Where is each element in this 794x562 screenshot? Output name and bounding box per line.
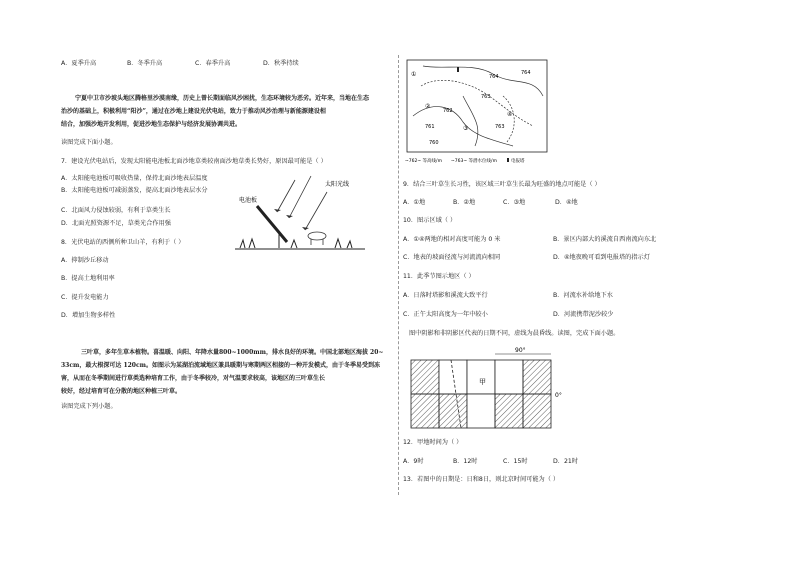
goat-icon	[308, 232, 326, 240]
q9-option-a[interactable]: A．①地	[403, 199, 426, 206]
question-8: 8．光伏电站的西侧所种卫山羊，有利于（ ）	[61, 239, 185, 246]
passage-2-line: 三叶草，多年生草本植物。喜温暖、向阳、年降水量800~1000mm，排水良好的环境。中国北部地区海拔 20~	[81, 349, 384, 356]
q6-option-a[interactable]: A．夏季升高	[61, 60, 97, 67]
grass-icon	[240, 239, 352, 248]
legend-water-table: ~763~ 等潜水位线/m	[451, 159, 497, 164]
solar-panel-figure	[235, 172, 375, 254]
q7-option-c[interactable]: C．北面风力侵蚀较弱，有利于草类生长	[61, 207, 171, 214]
sun-ray	[289, 176, 311, 218]
sun-ray	[277, 180, 295, 212]
passage-2-line: 较好，经过培育可在分散的地区种植三叶草。	[61, 388, 182, 395]
q8-option-d[interactable]: D．增加生物多样性	[61, 312, 116, 319]
shaded-cell	[495, 394, 523, 428]
grid-cell	[495, 360, 523, 394]
contour-label: 763	[481, 94, 491, 100]
q10-option-c[interactable]: C．地表的坡面径流与河流流向相同	[403, 254, 501, 261]
sun-ray	[305, 192, 327, 230]
passage-2-line: 害，从而在冬季期间进行草类选种培育工作，由于冬季较冷，对气温要求较高，该地区的三叶草生长	[61, 375, 326, 382]
question-9: 9．结合三叶草生长习性，该区域三叶草生长最为旺盛的地点可能是（ ）	[403, 181, 601, 188]
q9-option-b[interactable]: B．②地	[453, 199, 476, 206]
tower-icon	[457, 67, 459, 72]
grid-cell	[467, 360, 495, 394]
contour-label: 762	[443, 108, 453, 114]
contour-label: 763	[495, 124, 505, 130]
shaded-cell	[523, 394, 551, 428]
q12-option-c[interactable]: C．15时	[503, 458, 528, 465]
shaded-cell	[411, 360, 439, 394]
site-1: ①	[411, 71, 417, 78]
sunlight-label: 太阳光线	[325, 181, 350, 188]
contour-label: 764	[521, 70, 531, 76]
q10-option-b[interactable]: B．景区内部大的溪流自西南流向东北	[553, 236, 657, 243]
passage-1	[61, 92, 391, 131]
q10-option-a[interactable]: A．①④两地的相对高度可能为 0 米	[403, 236, 501, 243]
grid-cell	[467, 394, 495, 428]
arrow-icon	[274, 209, 281, 212]
site-3: ③	[463, 125, 469, 132]
q11-option-a[interactable]: A．日落时塔影和溪流大致平行	[403, 292, 488, 299]
q11-option-b[interactable]: B．河流水补给地下水	[553, 292, 613, 299]
site-4: ④	[507, 111, 513, 118]
panel-label: 电池板	[239, 197, 258, 204]
q12-option-a[interactable]: A．9时	[403, 458, 424, 465]
longitude-label: 90°	[515, 347, 526, 354]
equator-label: 0°	[555, 392, 562, 399]
solar-panel	[257, 206, 287, 242]
question-12: 12．甲地时间为（ ）	[403, 439, 463, 446]
point-jia-label: 甲	[479, 378, 486, 386]
passage-3: 图中阴影和非阴影区代表的日期不同，虚线为晨昏线。读图，完成下面小题。	[409, 330, 620, 337]
q11-option-c[interactable]: C．正午太阳高度为一年中较小	[403, 311, 488, 318]
q6-option-b[interactable]: B．冬季升高	[127, 60, 163, 67]
q10-option-d[interactable]: D．④地夜晚可看到电报塔的指示灯	[553, 254, 650, 261]
legend-tower: 电报塔	[511, 159, 525, 164]
passage-1-line: 结合，加强沙地开发利用，促进沙地生态保护与经济发展协调共进。	[61, 121, 242, 128]
prompt-1: 读图完成下面小题。	[61, 139, 117, 146]
contour-label: 761	[425, 124, 435, 130]
q7-option-a[interactable]: A．太阳能电池板可吸收热量，保持北面沙地表层温度	[61, 175, 208, 182]
q12-option-d[interactable]: D．21时	[553, 458, 579, 465]
question-11: 11．此季节图示地区（ ）	[403, 273, 475, 280]
passage-1-line: 治沙的基础上，积极利用“阳沙”，通过在沙地上建设光伏电站，致力于推动风沙治理与新能源建设相	[61, 108, 326, 115]
q11-option-d[interactable]: D．河流携带泥沙较少	[553, 311, 614, 318]
tower-icon	[507, 158, 509, 162]
shaded-cell	[523, 360, 551, 394]
question-10: 10．图示区域（ ）	[403, 217, 457, 224]
contour-map	[403, 56, 553, 168]
q7-option-b[interactable]: B．太阳能电池板可减弱蒸发，提高北面沙地表层水分	[61, 187, 208, 194]
contour-label: 760	[429, 140, 439, 146]
prompt-2: 读图完成下列小题。	[61, 403, 117, 410]
column-divider	[398, 55, 399, 495]
q9-option-c[interactable]: C．③地	[503, 199, 526, 206]
shaded-cell	[439, 394, 467, 428]
contour-label: 764	[489, 74, 499, 80]
q9-option-d[interactable]: D．④地	[555, 199, 578, 206]
q7-option-d[interactable]: D．北面光照资源不足，草类光合作用强	[61, 220, 171, 227]
day-night-grid	[403, 344, 563, 434]
q12-option-b[interactable]: B．12时	[453, 458, 478, 465]
shaded-cell	[411, 394, 439, 428]
grid-cell	[439, 360, 467, 394]
site-2: ②	[425, 103, 431, 110]
q8-option-b[interactable]: B．提高土地利用率	[61, 275, 115, 282]
arrow-icon	[286, 215, 293, 218]
question-7: 7．建设光伏电站后，发现太阳能电池板北面沙地草类较南面沙地草类长势好，原因最可能是（ ）	[61, 158, 327, 165]
question-13: 13．若图中的日期是：日和8日，则北京时间可能为（ ）	[403, 476, 560, 483]
passage-2-line: 33cm，最大根深可达 120cm。如图示为某湖泊流域地区兼具暖期与寒期两区相接的一种开发模式，由于冬季易受到冻	[61, 362, 380, 369]
legend-contour: ~762~ 等高线/m	[405, 159, 442, 164]
arrow-icon	[302, 227, 309, 230]
q6-option-c[interactable]: C．春季升高	[195, 60, 231, 67]
q6-option-d[interactable]: D．秋季持续	[263, 60, 299, 67]
passage-1-line: 宁夏中卫市沙坡头地区腾格里沙漠南缘，历史上曾长期面临风沙困扰，生态环境较为恶劣。近年来，当地在生态	[75, 95, 370, 102]
passage-2	[61, 346, 391, 398]
q8-option-c[interactable]: C．提升发电能力	[61, 294, 109, 301]
q8-option-a[interactable]: A．抑制沙丘移动	[61, 257, 109, 264]
